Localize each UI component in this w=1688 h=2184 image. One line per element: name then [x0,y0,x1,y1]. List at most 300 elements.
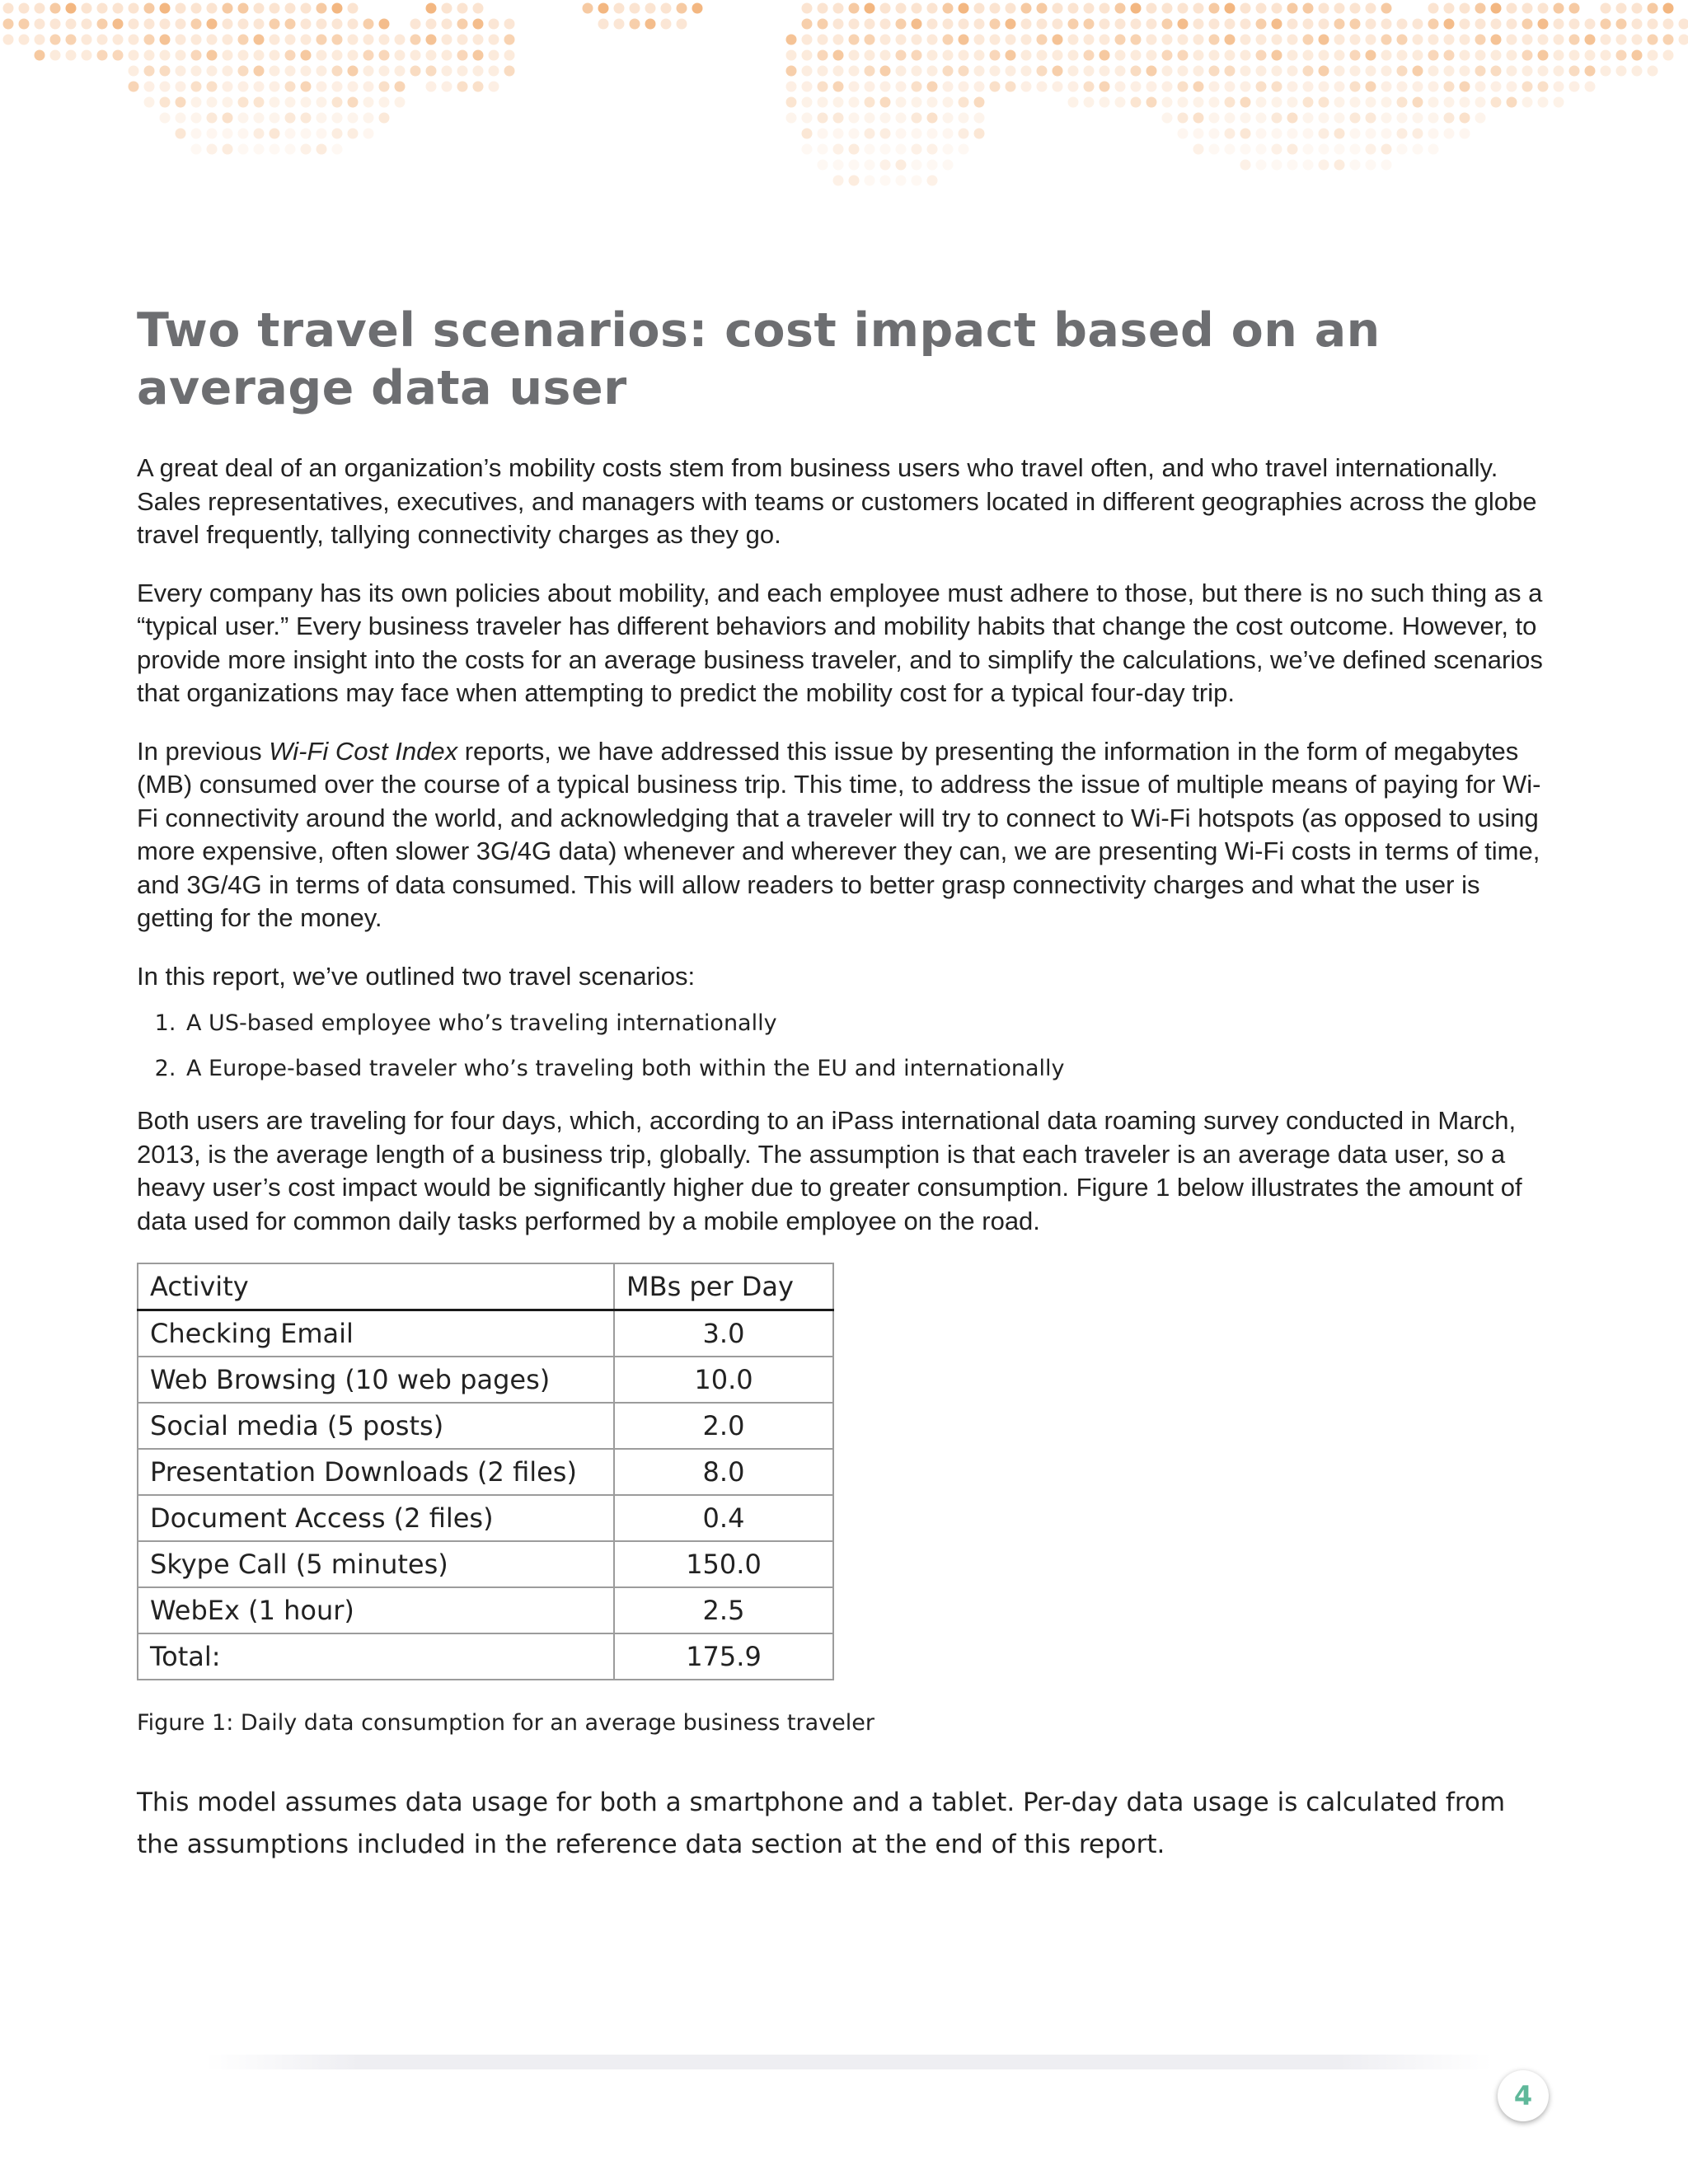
map-dot [1303,82,1314,92]
column-header-activity: Activity [138,1263,614,1310]
map-dot [1616,3,1627,14]
map-dot [927,113,938,124]
map-dot [1648,66,1658,77]
map-dot [207,97,218,108]
map-dot [1100,97,1110,108]
map-dot [1522,66,1533,77]
map-dot [677,3,687,14]
map-dot [1240,66,1251,77]
map-dot [943,66,954,77]
map-dot [943,129,954,139]
map-dot [1507,35,1517,45]
map-dot [818,97,828,108]
map-dot [1569,3,1580,14]
map-dot [1240,113,1251,124]
map-dot [1287,129,1298,139]
map-dot [865,160,875,171]
map-dot [1444,66,1455,77]
map-dot [943,19,954,30]
map-dot [1225,19,1236,30]
map-dot [880,144,891,155]
map-dot [645,19,656,30]
map-dot [1507,19,1517,30]
map-dot [1162,97,1173,108]
map-dot [1507,50,1517,61]
map-dot [1381,82,1392,92]
map-dot [1084,19,1095,30]
map-dot [113,50,124,61]
map-dot [1444,50,1455,61]
map-dot [990,19,1001,30]
map-dot [974,129,985,139]
map-dot [880,50,891,61]
map-dot [1053,50,1063,61]
map-dot [410,66,421,77]
map-dot [1444,82,1455,92]
map-dot [1162,35,1173,45]
map-dot [1444,97,1455,108]
map-dot [379,82,390,92]
map-dot [176,97,186,108]
map-dot [896,129,907,139]
map-dot [927,129,938,139]
map-dot [66,19,77,30]
map-dot [630,3,640,14]
map-dot [301,19,312,30]
table-row [138,1449,833,1495]
map-dot [1569,35,1580,45]
map-dot [66,35,77,45]
map-dot [865,66,875,77]
mbs-cell: 2.5 [614,1587,833,1633]
map-dot [1366,113,1376,124]
map-dot [207,129,218,139]
map-dot [1225,82,1236,92]
map-dot [959,19,969,30]
map-dot [285,97,296,108]
map-dot [332,144,343,155]
map-dot [959,144,969,155]
table-header-row [138,1263,833,1310]
map-dot [1428,129,1439,139]
map-dot [1209,113,1220,124]
map-dot [1256,97,1267,108]
map-dot [912,19,922,30]
map-dot [363,19,374,30]
map-dot [238,82,249,92]
cost-index-text-start: In previous [137,736,270,766]
map-dot [1538,19,1549,30]
map-dot [223,82,233,92]
map-dot [457,35,468,45]
map-dot [285,113,296,124]
map-dot [316,113,327,124]
map-dot [1601,50,1611,61]
map-dot [176,129,186,139]
map-dot [974,19,985,30]
map-dot [301,35,312,45]
map-dot [254,113,265,124]
map-dot [865,144,875,155]
map-dot [1616,66,1627,77]
map-dot [818,66,828,77]
page-content [137,302,1554,1866]
map-dot [176,82,186,92]
map-dot [426,82,437,92]
map-dot [191,113,202,124]
map-dot [1100,19,1110,30]
map-dot [833,82,844,92]
map-dot [363,129,374,139]
map-dot [990,66,1001,77]
map-dot [301,66,312,77]
map-dot [254,3,265,14]
map-dot [457,66,468,77]
map-dot [865,176,875,186]
map-dot [1037,82,1048,92]
map-dot [1319,144,1329,155]
map-dot [896,176,907,186]
map-dot [880,66,891,77]
mbs-cell: 0.4 [614,1495,833,1541]
map-dot [1366,160,1376,171]
activity-cell: Total: [138,1633,614,1680]
map-dot [1350,3,1361,14]
map-dot [1319,160,1329,171]
map-dot [1679,35,1688,45]
map-dot [818,50,828,61]
map-dot [661,3,672,14]
map-dot [896,160,907,171]
map-dot [1334,66,1345,77]
map-dot [129,19,139,30]
map-dot [1178,66,1189,77]
map-dot [1569,19,1580,30]
map-dot [1648,19,1658,30]
map-dot [332,3,343,14]
map-dot [849,66,860,77]
map-dot [82,50,92,61]
map-dot [1366,19,1376,30]
map-dot [598,19,609,30]
map-dot [943,35,954,45]
map-dot [348,19,359,30]
map-dot [896,66,907,77]
map-dot [1538,82,1549,92]
map-dot [1256,82,1267,92]
map-dot [1068,66,1079,77]
footer-band [206,2055,1492,2069]
map-dot [160,50,171,61]
map-dot [1632,3,1643,14]
map-dot [865,129,875,139]
map-dot [1272,97,1282,108]
map-dot [1178,3,1189,14]
map-dot [880,176,891,186]
map-dot [1240,19,1251,30]
map-dot [959,113,969,124]
map-dot [1225,97,1236,108]
map-dot [1037,66,1048,77]
map-dot [1225,66,1236,77]
map-dot [1053,82,1063,92]
map-dot [661,19,672,30]
map-dot [1256,66,1267,77]
map-dot [1131,82,1142,92]
map-dot [927,144,938,155]
map-dot [974,35,985,45]
map-dot [1272,129,1282,139]
map-dot [35,50,45,61]
map-dot [1413,144,1423,155]
map-dot [1115,35,1126,45]
map-dot [1287,3,1298,14]
map-dot [1350,35,1361,45]
page-title: Two travel scenarios: cost impact based on an average data user [137,303,1381,415]
map-dot [1601,66,1611,77]
map-dot [473,19,484,30]
map-dot [1585,66,1596,77]
map-dot [1256,19,1267,30]
map-dot [1397,82,1408,92]
mbs-cell: 2.0 [614,1403,833,1449]
map-dot [927,3,938,14]
map-dot [332,113,343,124]
map-dot [1460,35,1470,45]
map-dot [144,19,155,30]
map-dot [1193,97,1204,108]
map-dot [332,82,343,92]
map-dot [1491,50,1502,61]
map-dot [1334,129,1345,139]
map-dot [395,97,406,108]
map-dot [1334,144,1345,155]
map-dot [50,50,61,61]
table-row [138,1541,833,1587]
map-dot [223,144,233,155]
map-dot [1209,19,1220,30]
map-dot [1350,113,1361,124]
map-dot [1616,35,1627,45]
map-dot [802,144,813,155]
map-dot [912,97,922,108]
map-dot [144,35,155,45]
map-dot [1303,35,1314,45]
map-dot [1115,66,1126,77]
map-dot [959,3,969,14]
map-dot [1381,97,1392,108]
map-dot [1178,97,1189,108]
activity-cell: Presentation Downloads (2 files) [138,1449,614,1495]
map-dot [1037,35,1048,45]
scenarios-intro: In this report, we’ve outlined two travel scenarios: [137,961,696,991]
map-dot [974,82,985,92]
map-dot [285,129,296,139]
map-dot [1272,50,1282,61]
activity-cell: Web Browsing (10 web pages) [138,1357,614,1403]
table-total-row [138,1633,833,1680]
map-dot [473,50,484,61]
map-dot [285,3,296,14]
map-dot [833,176,844,186]
map-dot [1319,35,1329,45]
map-dot [896,82,907,92]
map-dot [1240,35,1251,45]
map-dot [207,19,218,30]
map-dot [3,19,14,30]
map-dot [207,144,218,155]
map-dot [1053,3,1063,14]
map-dot [1632,50,1643,61]
map-dot [457,19,468,30]
map-dot [1460,113,1470,124]
map-dot [1381,3,1392,14]
map-dot [1475,19,1486,30]
map-dot [927,176,938,186]
map-dot [129,66,139,77]
map-dot [301,82,312,92]
map-dot [504,19,515,30]
map-dot [927,35,938,45]
map-dot [833,66,844,77]
map-dot [1193,19,1204,30]
map-dot [1366,144,1376,155]
map-dot [144,3,155,14]
map-dot [379,50,390,61]
map-dot [191,35,202,45]
map-dot [1569,66,1580,77]
map-dot [395,66,406,77]
map-dot [348,82,359,92]
map-dot [270,3,280,14]
map-dot [1632,35,1643,45]
map-dot [82,19,92,30]
map-dot [1006,19,1016,30]
map-dot [426,35,437,45]
map-dot [1428,97,1439,108]
map-dot [896,35,907,45]
map-dot [332,35,343,45]
map-dot [1444,3,1455,14]
map-dot [1146,3,1157,14]
map-dot [802,19,813,30]
map-dot [223,50,233,61]
map-dot [1287,97,1298,108]
map-dot [50,19,61,30]
map-dot [1256,144,1267,155]
map-dot [160,113,171,124]
map-dot [1444,19,1455,30]
map-dot [1366,35,1376,45]
map-dot [442,19,452,30]
map-dot [1209,129,1220,139]
map-dot [1256,160,1267,171]
map-dot [1585,50,1596,61]
map-dot [1006,82,1016,92]
map-dot [1037,50,1048,61]
map-dot [943,144,954,155]
map-dot [802,66,813,77]
map-dot [1287,66,1298,77]
map-dot [974,50,985,61]
map-dot [943,3,954,14]
map-dot [802,50,813,61]
map-dot [912,3,922,14]
map-dot [1131,3,1142,14]
map-dot [1021,19,1032,30]
map-dot [849,113,860,124]
map-dot [786,97,797,108]
cost-index-title: Wi-Fi Cost Index [269,736,458,766]
map-dot [410,50,421,61]
map-dot [1193,66,1204,77]
map-dot [1648,3,1658,14]
map-dot [849,144,860,155]
map-dot [1225,129,1236,139]
map-dot [1178,19,1189,30]
map-dot [285,19,296,30]
assumptions-paragraph: Both users are traveling for four days, which, according to an iPass international data roaming survey conducted in March, 2013, is the average length of a business trip, globally. The assumption is that each traveler is an average data user, so a heavy user’s cost impact would be significantly higher due to greater consumption. Figure 1 below illustrates the amount of data used for common daily tasks performed by a mobile employee on the road. [137,1106,1522,1235]
map-dot [1162,66,1173,77]
activity-cell: Document Access (2 files) [138,1495,614,1541]
map-dot [379,35,390,45]
map-dot [959,129,969,139]
map-dot [880,160,891,171]
map-dot [833,19,844,30]
map-dot [818,144,828,155]
map-dot [583,3,593,14]
map-dot [82,35,92,45]
map-dot [160,66,171,77]
map-dot [363,50,374,61]
map-dot [912,35,922,45]
map-dot [990,50,1001,61]
map-dot [943,82,954,92]
map-dot [1522,19,1533,30]
map-dot [896,144,907,155]
map-dot [959,97,969,108]
map-dot [1428,35,1439,45]
map-dot [348,97,359,108]
map-dot [833,50,844,61]
map-dot [1491,3,1502,14]
map-dot [1319,19,1329,30]
map-dot [927,66,938,77]
map-dot [974,66,985,77]
map-dot [1397,129,1408,139]
map-dot [129,3,139,14]
map-dot [1240,129,1251,139]
map-dot [1319,50,1329,61]
map-dot [1240,97,1251,108]
page-number: 4 [1513,2080,1533,2111]
map-dot [223,97,233,108]
map-dot [959,82,969,92]
map-dot [1538,50,1549,61]
map-dot [1334,3,1345,14]
map-dot [1287,144,1298,155]
map-dot [66,50,77,61]
map-dot [1397,97,1408,108]
map-dot [1554,3,1564,14]
map-dot [1178,129,1189,139]
map-dot [1006,66,1016,77]
map-dot [1006,50,1016,61]
map-dot [332,66,343,77]
map-dot [1601,19,1611,30]
map-dot [160,35,171,45]
map-dot [1100,82,1110,92]
